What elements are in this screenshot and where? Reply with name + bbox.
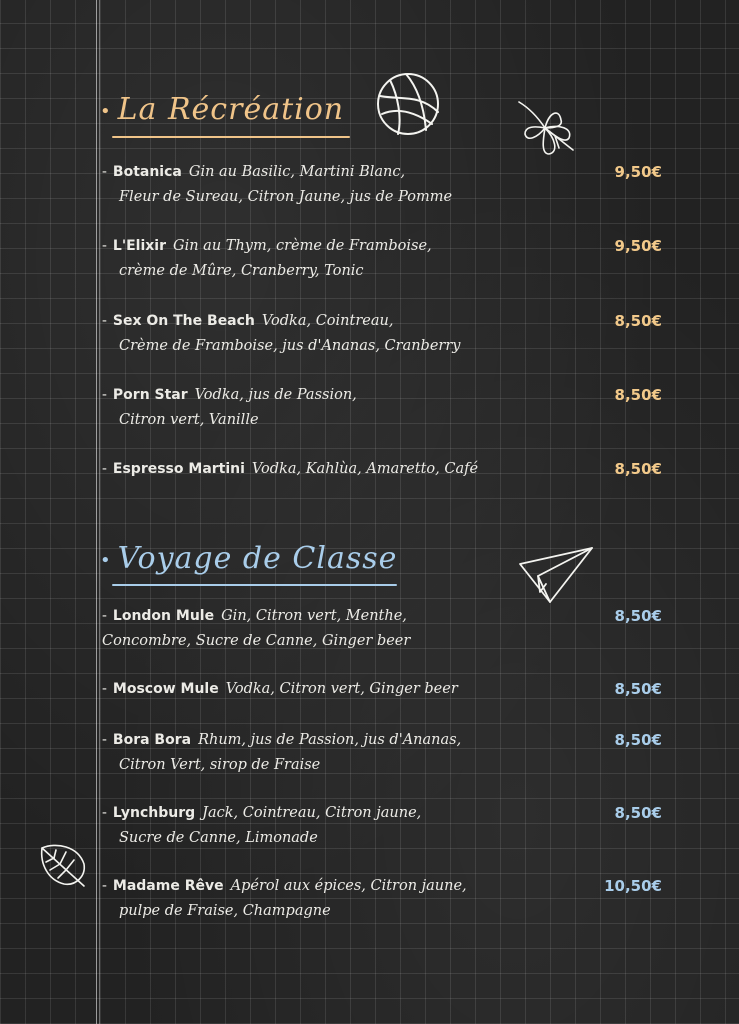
section-underline [112, 584, 397, 586]
notebook-margin-line [96, 0, 97, 1024]
item-description: Rhum, jus de Passion, jus d'Ananas, [198, 732, 462, 748]
menu-item-london-mule: - London Mule Gin, Citron vert, Menthe, Concombre, Sucre de Canne, Ginger beer [102, 604, 592, 654]
item-description: Vodka, Kahlùa, Amaretto, Café [251, 461, 479, 477]
item-name: Lynchburg [112, 805, 196, 821]
item-price: 8,50€ [614, 386, 662, 404]
item-price: 8,50€ [614, 312, 662, 330]
notebook-margin-line-secondary [99, 0, 100, 1024]
item-description: Vodka, Cointreau, [261, 313, 394, 329]
item-description-line2: Citron vert, Vanille [119, 412, 259, 428]
section-title-text: La Récréation [117, 92, 345, 127]
item-name: Bora Bora [112, 732, 192, 748]
section-title-text: Voyage de Classe [117, 541, 398, 576]
item-price: 8,50€ [614, 607, 662, 625]
item-price: 9,50€ [614, 163, 662, 181]
section-bullet: • [100, 100, 112, 122]
section-title-recreation [100, 92, 344, 127]
item-description: Gin au Thym, crème de Framboise, [173, 238, 432, 254]
item-description: Vodka, jus de Passion, [194, 387, 357, 403]
item-price: 8,50€ [614, 460, 662, 478]
leaf-icon [38, 840, 90, 890]
menu-item-madame-reve: - Madame Rêve Apérol aux épices, Citron jaune, pulpe de Fraise, Champagne [102, 874, 592, 924]
item-price: 9,50€ [614, 237, 662, 255]
menu-item-sex-on-the-beach: - Sex On The Beach Vodka, Cointreau, Crème de Framboise, jus d'Ananas, Cranberry [102, 309, 592, 359]
item-description-line2: pulpe de Fraise, Champagne [119, 903, 331, 919]
item-description-line2: Citron Vert, sirop de Fraise [119, 757, 321, 773]
paper-plane-icon [516, 544, 596, 606]
item-price: 8,50€ [614, 804, 662, 822]
item-name: Moscow Mule [112, 681, 219, 697]
item-description: Vodka, Citron vert, Ginger beer [225, 681, 458, 697]
basketball-icon [372, 68, 444, 140]
item-name: London Mule [112, 608, 215, 624]
menu-item-espresso-martini: - Espresso Martini Vodka, Kahlùa, Amaretto, Café [102, 461, 479, 477]
item-name: Madame Rêve [112, 878, 224, 894]
menu-item-lynchburg: - Lynchburg Jack, Cointreau, Citron jaune, Sucre de Canne, Limonade [102, 801, 592, 851]
item-description: Gin au Basilic, Martini Blanc, [188, 164, 406, 180]
menu-item-lelixir: - L'Elixir Gin au Thym, crème de Framboise, crème de Mûre, Cranberry, Tonic [102, 234, 592, 284]
item-name: Porn Star [112, 387, 188, 403]
item-price: 8,50€ [614, 731, 662, 749]
item-name: Botanica [112, 164, 182, 180]
item-description-line2: crème de Mûre, Cranberry, Tonic [119, 263, 364, 279]
item-description-line2: Crème de Framboise, jus d'Ananas, Cranberry [119, 338, 461, 354]
item-name: Espresso Martini [112, 461, 245, 477]
item-description: Jack, Cointreau, Citron jaune, [202, 805, 422, 821]
item-description: Gin, Citron vert, Menthe, [221, 608, 407, 624]
section-title-voyage-de-classe [100, 541, 397, 576]
menu-item-bora-bora: - Bora Bora Rhum, jus de Passion, jus d'Ananas, Citron Vert, sirop de Fraise [102, 728, 592, 778]
item-description: Apérol aux épices, Citron jaune, [230, 878, 467, 894]
item-price: 8,50€ [614, 680, 662, 698]
section-underline [112, 136, 350, 138]
item-price: 10,50€ [604, 877, 662, 895]
menu-item-botanica: - Botanica Gin au Basilic, Martini Blanc, Fleur de Sureau, Citron Jaune, jus de Pomme [102, 160, 592, 210]
item-name: Sex On The Beach [112, 313, 255, 329]
item-description-line2: Fleur de Sureau, Citron Jaune, jus de Pomme [119, 189, 453, 205]
menu-item-moscow-mule: - Moscow Mule Vodka, Citron vert, Ginger beer [102, 681, 458, 697]
menu-item-porn-star: - Porn Star Vodka, jus de Passion, Citron vert, Vanille [102, 383, 592, 433]
item-description-line2: Sucre de Canne, Limonade [119, 830, 318, 846]
section-bullet: • [100, 549, 112, 571]
item-description-line2: Concombre, Sucre de Canne, Ginger beer [102, 633, 411, 649]
item-name: L'Elixir [112, 238, 167, 254]
